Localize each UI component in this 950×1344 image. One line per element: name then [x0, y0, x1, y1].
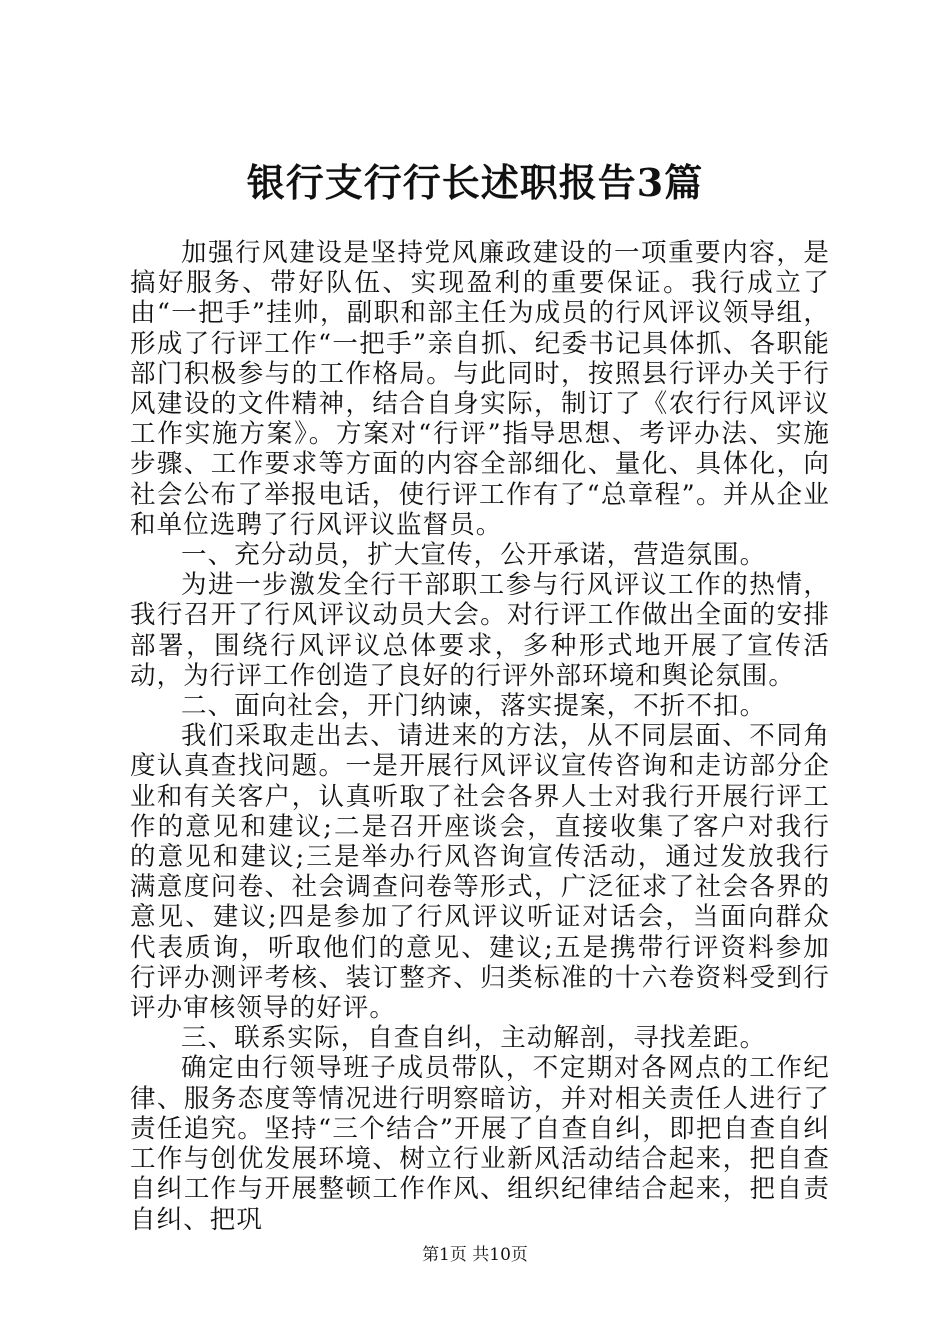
section-heading-2: 二、面向社会，开门纳谏，落实提案，不折不扣。	[181, 691, 767, 722]
body-paragraph: 确定由行领导班子成员带队，不定期对各网点的工作纪律、服务态度等情况进行明察暗访，并对相关责任人进行了责任追究。坚持“三个结合”开展了自查自纠，即把自查自纠工作与创优发展环境、树立行业新风活动结合起来，把自查自纠工作与开展整顿工作作风、组织纪律结合起来，把自责自纠、把巩	[130, 1053, 830, 1235]
page-number-footer: 第1页 共10页	[422, 1245, 528, 1265]
document-title: 银行支行行长述职报告3篇	[246, 160, 704, 205]
body-paragraph: 为进一步激发全行干部职工参与行风评议工作的热情，我行召开了行风评议动员大会。对行评工作做出全面的安排部署，围绕行风评议总体要求，多种形式地开展了宣传活动，为行评工作创造了良好的行评外部环境和舆论氛围。	[130, 570, 830, 691]
section-heading-1: 一、充分动员，扩大宣传，公开承诺，营造氛围。	[181, 540, 767, 571]
document-body	[130, 238, 830, 1235]
body-paragraph: 加强行风建设是坚持党风廉政建设的一项重要内容，是搞好服务、带好队伍、实现盈利的重要保证。我行成立了由“一把手”挂帅，副职和部主任为成员的行风评议领导组，形成了行评工作“一把手”亲自抓、纪委书记具体抓、各职能部门积极参与的工作格局。与此同时，按照县行评办关于行风建设的文件精神，结合自身实际，制订了《农行行风评议工作实施方案》。方案对“行评”指导思想、考评办法、实施步骤、工作要求等方面的内容全部细化、量化、具体化，向社会公布了举报电话，使行评工作有了“总章程”。并从企业和单位选聘了行风评议监督员。	[130, 238, 830, 540]
body-paragraph: 我们采取走出去、请进来的方法，从不同层面、不同角度认真查找问题。一是开展行风评议宣传咨询和走访部分企业和有关客户，认真听取了社会各界人士对我行开展行评工作的意见和建议;二是召开座谈会，直接收集了客户对我行的意见和建议;三是举办行风咨询宣传活动，通过发放我行满意度问卷、社会调查问卷等形式，广泛征求了社会各界的意见、建议;四是参加了行风评议听证对话会，当面向群众代表质询，听取他们的意见、建议;五是携带行评资料参加行评办测评考核、装订整齐、归类标准的十六卷资料受到行评办审核领导的好评。	[130, 721, 830, 1024]
section-heading-3: 三、联系实际，自查自纠，主动解剖，寻找差距。	[181, 1023, 767, 1054]
